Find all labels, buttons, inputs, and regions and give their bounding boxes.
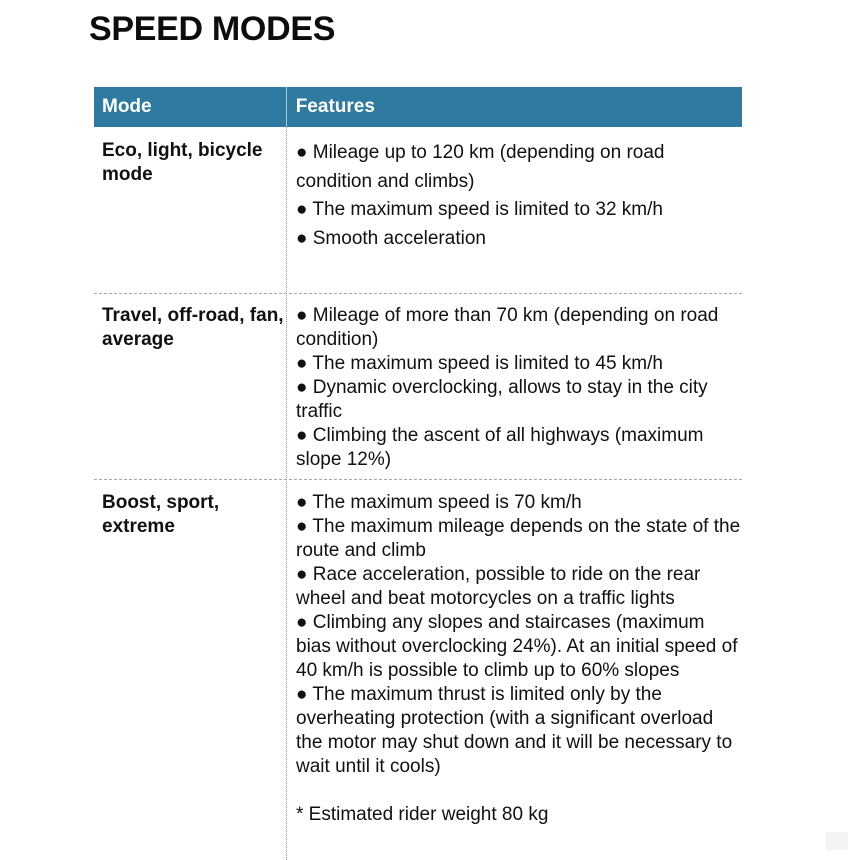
table-header-row bbox=[94, 87, 742, 127]
feature-item: ● The maximum speed is 70 km/h bbox=[296, 492, 582, 513]
feature-item: ● The maximum thrust is limited only by the overheating protection (with a significant overload the motor may shut down and it will be necessary to wait until it cools) bbox=[296, 684, 733, 777]
mode-cell: Eco, light, bicycle mode bbox=[102, 140, 263, 185]
features-cell bbox=[286, 480, 742, 860]
page-title: SPEED MODES bbox=[89, 10, 336, 48]
feature-item: ● The maximum speed is limited to 45 km/h bbox=[296, 353, 663, 374]
feature-item: ● Smooth acceleration bbox=[296, 227, 486, 249]
header-mode: Mode bbox=[102, 96, 152, 117]
mode-cell: Boost, sport, extreme bbox=[102, 492, 220, 537]
table-row bbox=[94, 480, 742, 860]
corner-mark bbox=[826, 832, 848, 850]
feature-item: ● Mileage up to 120 km (depending on road condition and climbs) bbox=[296, 142, 665, 192]
speed-modes-table bbox=[94, 87, 742, 860]
feature-item: ● Climbing any slopes and staircases (maximum bias without overclocking 24%). At an initial speed of 40 km/h is possible to climb up to 60% slopes bbox=[296, 612, 738, 681]
feature-item: ● Race acceleration, possible to ride on the rear wheel and beat motorcycles on a traffic lights bbox=[296, 564, 701, 609]
features-cell bbox=[286, 127, 742, 293]
table-row bbox=[94, 127, 742, 294]
header-divider bbox=[286, 87, 287, 127]
feature-item: ● Dynamic overclocking, allows to stay in the city traffic bbox=[296, 377, 708, 422]
feature-item: ● The maximum mileage depends on the state of the route and climb bbox=[296, 516, 741, 561]
feature-item: ● Climbing the ascent of all highways (maximum slope 12%) bbox=[296, 425, 704, 470]
feature-item: ● The maximum speed is limited to 32 km/h bbox=[296, 199, 663, 220]
header-features: Features bbox=[295, 96, 375, 117]
feature-item: ● Mileage of more than 70 km (depending on road condition) bbox=[296, 305, 719, 350]
table-body bbox=[94, 127, 742, 860]
mode-cell: Travel, off-road, fan, average bbox=[102, 305, 284, 350]
column-divider bbox=[286, 127, 287, 860]
table-row bbox=[94, 294, 742, 480]
footnote: * Estimated rider weight 80 kg bbox=[296, 804, 549, 825]
features-cell bbox=[286, 294, 742, 479]
